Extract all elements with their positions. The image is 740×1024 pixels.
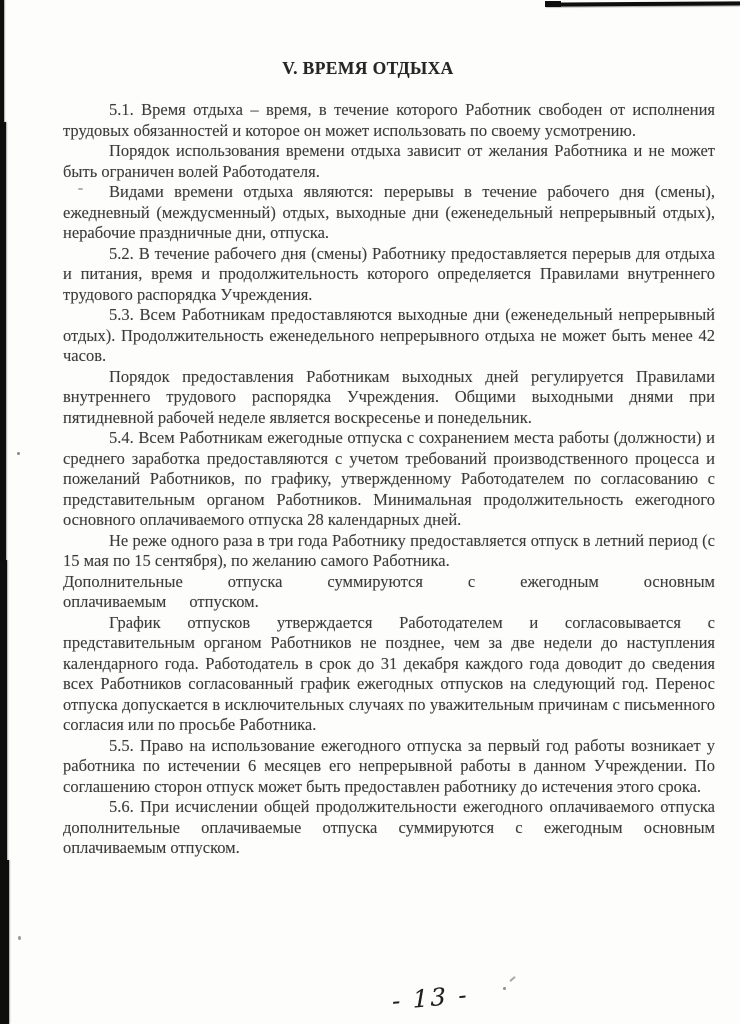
paragraph: 5.2. В течение рабочего дня (смены) Работнику предоставляется перерыв для отдыха и питания, время и продолжительность которого определяется Правилами внутреннего трудового распорядка Учреждения.: [63, 243, 715, 304]
scan-artifact-left-edge: [0, 860, 9, 1024]
scan-artifact-top-line: [545, 1, 561, 7]
paragraph: 5.5. Право на использование ежегодного отпуска за первый год работы возникает у работника по истечении 6 месяцев его непрерывной работы в данном Учреждении. По соглашению сторон отпуск может быть предоставлен работнику до истечения этого срока.: [63, 735, 715, 796]
paragraph: Не реже одного раза в три года Работнику предоставляется отпуск в летний период (с 15 мая по 15 сентября), по желанию самого Работника.: [63, 530, 715, 570]
paragraph: 5.4. Всем Работникам ежегодные отпуска с сохранением места работы (должности) и среднего заработка предоставляются с учетом требований производственного процесса и пожеланий Работников, по графику, утвержденному Работодателем по согласованию с представительным органом Работников. Минимальная продолжительность ежегодного основного оплачиваемого отпуска 28 календарных дней.: [63, 428, 715, 529]
scan-speck: [17, 452, 20, 455]
paragraph: Дополнительные отпуска суммируются с ежегодным основным оплачиваемым отпуском.: [63, 571, 715, 611]
paragraph: 5.3. Всем Работникам предоставляются выходные дни (еженедельный непрерывный отдых). Продолжительность еженедельного непрерывного отдыха не может быть менее 42 часов.: [63, 305, 715, 365]
paragraph: Порядок использования времени отдыха зависит от желания Работника и не может быть ограничен волей Работодателя.: [63, 141, 715, 181]
pencil-mark: [503, 987, 506, 990]
document-content: [63, 58, 715, 859]
paragraph: График отпусков утверждается Работодателем и согласовывается с представительным органом Работников не позднее, чем за две недели до наступления календарного года. Работодатель в срок до 31 декабря каждого года доводит до сведения всех Работников согласованный график ежегодных отпусков на следующий год. Перенос отпуска допускается в исключительных случаях по уважительным причинам с письменного согласия или по просьбе Работника.: [63, 612, 715, 734]
document-body: [63, 100, 715, 859]
scan-speck: [18, 936, 21, 940]
scan-artifact-left-edge: [0, 122, 6, 560]
section-title: V. ВРЕМЯ ОТДЫХА: [282, 58, 454, 78]
paragraph: 5.1. Время отдыха – время, в течение которого Работник свободен от исполнения трудовых обязанностей и которое он может использовать по своему усмотрению.: [63, 100, 715, 140]
pencil-mark: [509, 976, 516, 982]
scan-artifact-left-edge: [0, 0, 4, 122]
paragraph: 5.6. При исчислении общей продолжительности ежегодного оплачиваемого отпуска дополнительные оплачиваемые отпуска суммируются с ежегодным основным оплачиваемым отпуском.: [63, 797, 715, 857]
scan-artifact-left-edge: [0, 560, 7, 860]
paragraph: Видами времени отдыха являются: перерывы в течение рабочего дня (смены), ежедневный (междусменный) отдых, выходные дни (еженедельный непрерывный отдых), нерабочие праздничные дни, отпуска.: [63, 182, 715, 242]
handwritten-page-number: - 13 -: [391, 980, 470, 1016]
scan-artifact-top-line: [546, 1, 740, 6]
paragraph: Порядок предоставления Работникам выходных дней регулируется Правилами внутреннего трудового распорядка Учреждения. Общими выходными днями при пятидневной рабочей неделе является воскресенье и понедельник.: [63, 366, 715, 427]
